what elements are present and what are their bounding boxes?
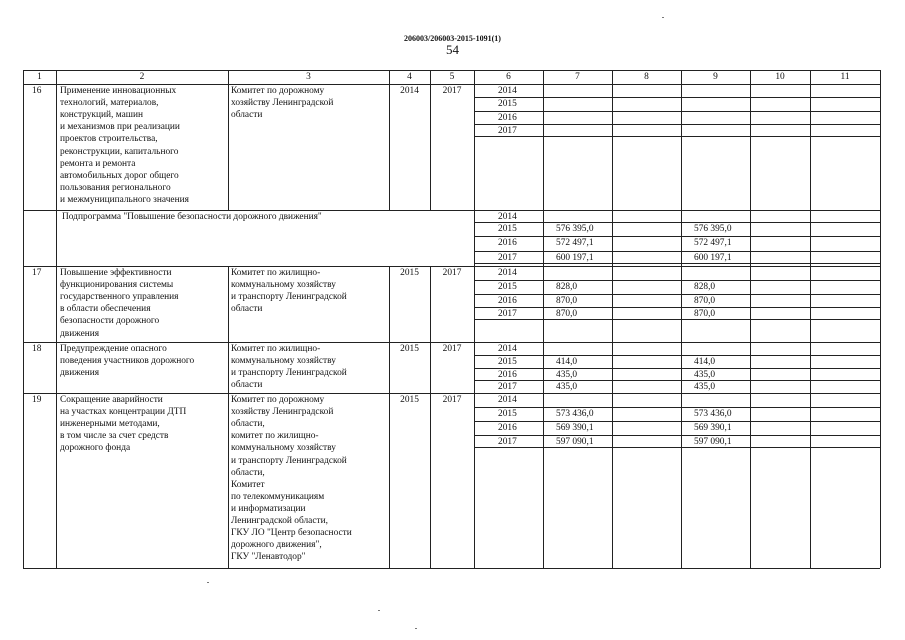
start-year: 2015: [400, 395, 419, 405]
row-number: 16: [32, 86, 42, 96]
measure-name-line: в области обеспечения: [60, 304, 151, 315]
grid-line: [474, 263, 880, 264]
funding-regional-budget: 573 436,0: [694, 409, 732, 419]
executor-line: области: [231, 110, 263, 121]
start-year: 2014: [400, 86, 419, 96]
period-year: 2014: [498, 212, 517, 222]
measure-name-line: движения: [60, 368, 100, 379]
period-year: 2017: [498, 437, 517, 447]
grid-line: [474, 280, 880, 281]
end-year: 2017: [442, 86, 462, 96]
funding-regional-budget: 576 395,0: [694, 224, 732, 234]
measure-name-line: Повышение эффективности: [60, 268, 172, 278]
period-year: 2015: [498, 357, 517, 367]
executor-line: и транспорту Ленинградской: [231, 292, 347, 303]
measure-name-line: государственного управления: [60, 292, 179, 303]
column-header-7: 7: [575, 72, 580, 82]
grid-line: [389, 266, 390, 568]
measure-name-line: Сокращение аварийности: [60, 395, 163, 405]
funding-total: 569 390,1: [556, 423, 594, 433]
grid-line: [474, 307, 880, 308]
executor-line: хозяйству Ленинградской: [231, 98, 334, 109]
measure-name-line: Применение инновационных: [60, 86, 177, 96]
grid-line: [474, 111, 880, 112]
grid-line: [474, 236, 880, 237]
measure-name-line: реконструкции, капитального: [60, 146, 179, 157]
period-year: 2016: [498, 113, 517, 123]
end-year: 2017: [442, 344, 462, 354]
period-year: 2017: [498, 309, 517, 319]
funding-regional-budget: 597 090,1: [694, 437, 732, 447]
executor-line: области,: [231, 467, 265, 478]
measure-name-line: поведения участников дорожного: [60, 356, 195, 367]
measure-name-line: технологий, материалов,: [60, 98, 159, 109]
column-header-8: 8: [644, 72, 649, 82]
column-header-10: 10: [775, 72, 785, 82]
funding-total: 576 395,0: [556, 224, 594, 234]
grid-line: [474, 380, 880, 381]
funding-total: 828,0: [556, 282, 578, 292]
executor-line: Комитет по жилищно-: [231, 268, 321, 278]
funding-total: 600 197,1: [556, 253, 594, 263]
executor-line: Комитет: [231, 479, 265, 490]
period-year: 2016: [498, 296, 517, 306]
executor-line: и транспорту Ленинградской: [231, 368, 347, 379]
executor-line: по телекоммуникациям: [231, 491, 325, 502]
document-id: 206003/206003-2015-1091(1): [404, 34, 501, 43]
executor-line: Комитет по жилищно-: [231, 344, 321, 354]
grid-line: [474, 251, 880, 252]
column-header-3: 3: [306, 72, 311, 82]
funding-total: 597 090,1: [556, 437, 594, 447]
row-number: 18: [32, 344, 42, 354]
measure-name-line: автомобильных дорог общего: [60, 170, 179, 181]
measure-name-line: на участках концентрации ДТП: [60, 407, 187, 418]
scan-speck: [415, 628, 417, 629]
executor-line: и транспорту Ленинградской: [231, 455, 347, 466]
executor-line: ГКУ "Ленавтодор": [231, 552, 306, 563]
funding-total: 435,0: [556, 382, 578, 392]
measure-name-line: функционирования системы: [60, 280, 174, 291]
grid-line: [474, 407, 880, 408]
period-year: 2017: [498, 382, 517, 392]
column-header-9: 9: [713, 72, 718, 82]
period-year: 2017: [498, 253, 517, 263]
funding-regional-budget: 828,0: [694, 282, 716, 292]
executor-line: дорожного движения",: [231, 540, 322, 551]
funding-regional-budget: 870,0: [694, 296, 716, 306]
measure-name-line: движения: [60, 328, 100, 339]
executor-line: Комитет по дорожному: [231, 86, 325, 96]
grid-line: [228, 266, 229, 568]
grid-line: [474, 97, 880, 98]
grid-line: [430, 266, 431, 568]
executor-line: Ленинградской области,: [231, 516, 328, 526]
measure-name-line: безопасности дорожного: [60, 316, 160, 327]
funding-total: 435,0: [556, 370, 578, 380]
row-number: 19: [32, 395, 42, 405]
measure-name-line: в том числе за счет средств: [60, 431, 169, 442]
scan-speck: [207, 582, 209, 583]
funding-total: 870,0: [556, 309, 578, 319]
executor-line: ГКУ ЛО "Центр безопасности: [231, 528, 352, 539]
period-year: 2016: [498, 238, 517, 248]
column-header-1: 1: [37, 72, 42, 82]
funding-regional-budget: 569 390,1: [694, 423, 732, 433]
grid-line: [474, 222, 880, 223]
funding-total: 414,0: [556, 357, 578, 367]
executor-line: и информатизации: [231, 503, 306, 514]
funding-total: 572 497,1: [556, 238, 594, 248]
page-number: 54: [446, 42, 459, 57]
grid-line: [474, 294, 880, 295]
measure-name-line: ремонта и ремонта: [60, 158, 136, 169]
grid-line: [23, 568, 880, 569]
column-header-11: 11: [840, 72, 850, 82]
grid-line: [56, 266, 57, 568]
funding-total: 870,0: [556, 296, 578, 306]
start-year: 2015: [400, 268, 419, 278]
grid-line: [56, 70, 57, 210]
end-year: 2017: [442, 395, 462, 405]
measure-name-line: конструкций, машин: [60, 110, 143, 121]
period-year: 2016: [498, 423, 517, 433]
executor-line: области: [231, 304, 263, 315]
measure-name-line: и межмуниципального значения: [60, 194, 189, 205]
start-year: 2015: [400, 344, 419, 354]
grid-line: [474, 319, 880, 320]
grid-line: [474, 435, 880, 436]
period-year: 2015: [498, 409, 517, 419]
scan-speck: [378, 610, 380, 611]
period-year: 2015: [498, 282, 517, 292]
column-header-2: 2: [139, 72, 145, 82]
row-number: 17: [32, 268, 42, 278]
period-year: 2014: [498, 86, 517, 96]
grid-line: [56, 210, 57, 266]
grid-line: [474, 355, 880, 356]
scan-speck: [662, 17, 664, 18]
measure-name-line: и механизмов при реализации: [60, 122, 180, 133]
grid-line: [23, 70, 24, 568]
period-year: 2015: [498, 224, 517, 234]
executor-line: коммунальному хозяйству: [231, 356, 336, 367]
funding-total: 573 436,0: [556, 409, 594, 419]
grid-line: [474, 447, 880, 448]
funding-regional-budget: 600 197,1: [694, 253, 732, 263]
executor-line: Комитет по дорожному: [231, 395, 325, 405]
grid-line: [474, 368, 880, 369]
funding-regional-budget: 572 497,1: [694, 238, 732, 248]
funding-regional-budget: 414,0: [694, 357, 716, 367]
grid-line: [228, 70, 229, 210]
executor-line: комитет по жилищно-: [231, 431, 319, 442]
period-year: 2014: [498, 344, 517, 354]
executor-line: области: [231, 380, 263, 391]
executor-line: хозяйству Ленинградской: [231, 407, 334, 418]
grid-line: [474, 124, 880, 125]
subprogram-title: Подпрограмма "Повышение безопасности дорожного движения": [62, 212, 322, 222]
funding-regional-budget: 870,0: [694, 309, 716, 319]
period-year: 2015: [498, 99, 517, 109]
column-header-4: 4: [407, 72, 412, 82]
column-header-6: 6: [506, 72, 511, 82]
grid-line: [880, 70, 881, 568]
measure-name-line: проектов строительства,: [60, 134, 158, 145]
period-year: 2016: [498, 370, 517, 380]
funding-regional-budget: 435,0: [694, 382, 716, 392]
period-year: 2017: [498, 126, 517, 136]
grid-line: [474, 421, 880, 422]
period-year: 2014: [498, 395, 517, 405]
column-header-5: 5: [449, 72, 455, 82]
measure-name-line: дорожного фонда: [60, 443, 131, 454]
measure-name-line: инженерными методами,: [60, 419, 160, 430]
executor-line: коммунальному хозяйству: [231, 443, 336, 454]
funding-regional-budget: 435,0: [694, 370, 716, 380]
period-year: 2014: [498, 268, 517, 278]
grid-line: [474, 136, 880, 137]
measure-name-line: Предупреждение опасного: [60, 344, 167, 354]
executor-line: коммунальному хозяйству: [231, 280, 336, 291]
executor-line: области,: [231, 419, 265, 430]
measure-name-line: пользования регионального: [60, 182, 171, 193]
end-year: 2017: [442, 268, 462, 278]
